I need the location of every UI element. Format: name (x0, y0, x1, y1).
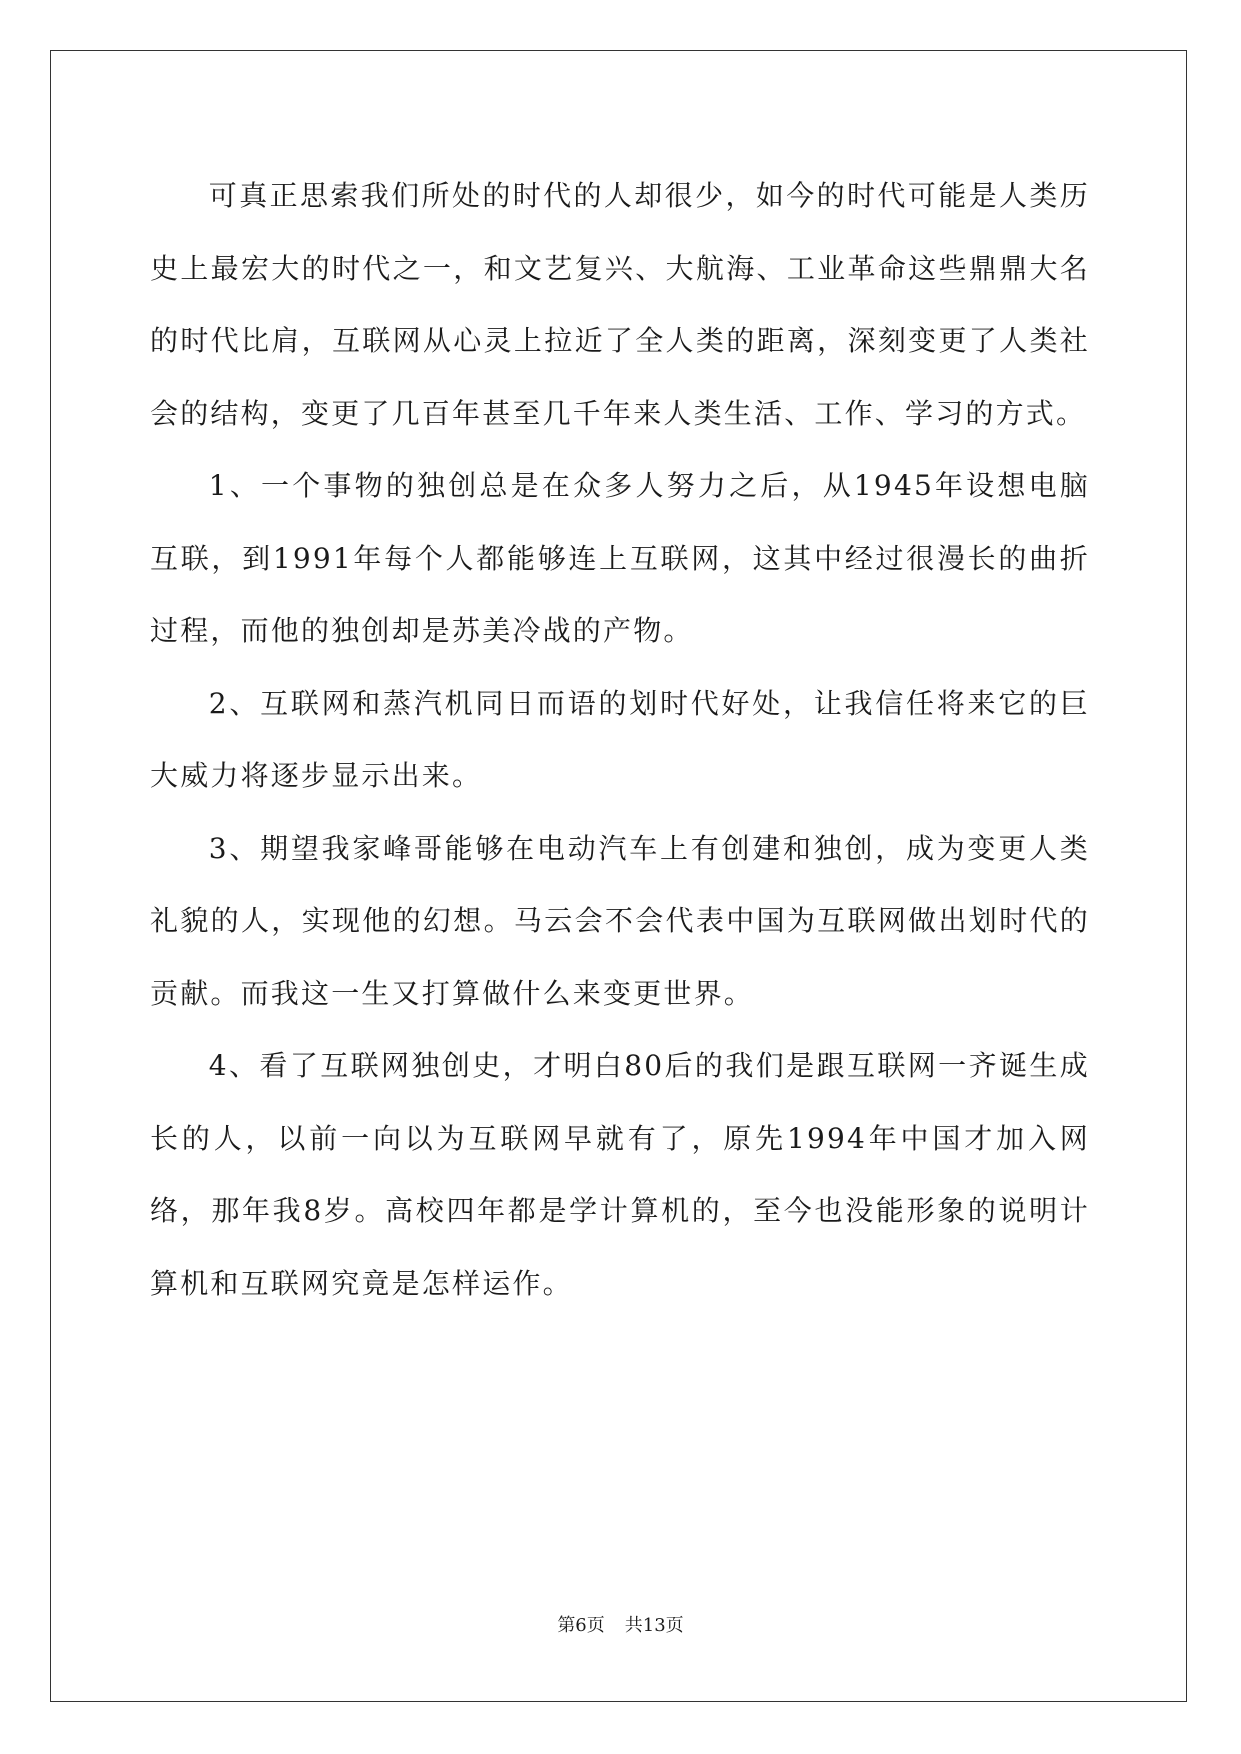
paragraph-1: 可真正思索我们所处的时代的人却很少，如今的时代可能是人类历史上最宏大的时代之一，和文艺复兴、大航海、工业革命这些鼎鼎大名的时代比肩，互联网从心灵上拉近了全人类的距离，深刻变更了人类社会的结构，变更了几百年甚至几千年来人类生活、工作、学习的方式。 (150, 179, 1090, 430)
document-body (150, 160, 1090, 1320)
paragraph-5: 4、看了互联网独创史，才明白80后的我们是跟互联网一齐诞生成长的人，以前一向以为互联网早就有了，原先1994年中国才加入网络，那年我8岁。高校四年都是学计算机的，至今也没能形象的说明计算机和互联网究竟是怎样运作。 (150, 1049, 1090, 1300)
paragraph-3: 2、互联网和蒸汽机同日而语的划时代好处，让我信任将来它的巨大威力将逐步显示出来。 (150, 686, 1090, 792)
page-number: 第6页 (557, 1615, 605, 1636)
page-total: 共13页 (624, 1615, 684, 1636)
page-footer (0, 1614, 1241, 1638)
paragraph-4: 3、期望我家峰哥能够在电动汽车上有创建和独创，成为变更人类礼貌的人，实现他的幻想。马云会不会代表中国为互联网做出划时代的贡献。而我这一生又打算做什么来变更世界。 (150, 831, 1090, 1010)
paragraph-2: 1、一个事物的独创总是在众多人努力之后，从1945年设想电脑互联，到1991年每个人都能够连上互联网，这其中经过很漫长的曲折过程，而他的独创却是苏美冷战的产物。 (150, 469, 1090, 647)
